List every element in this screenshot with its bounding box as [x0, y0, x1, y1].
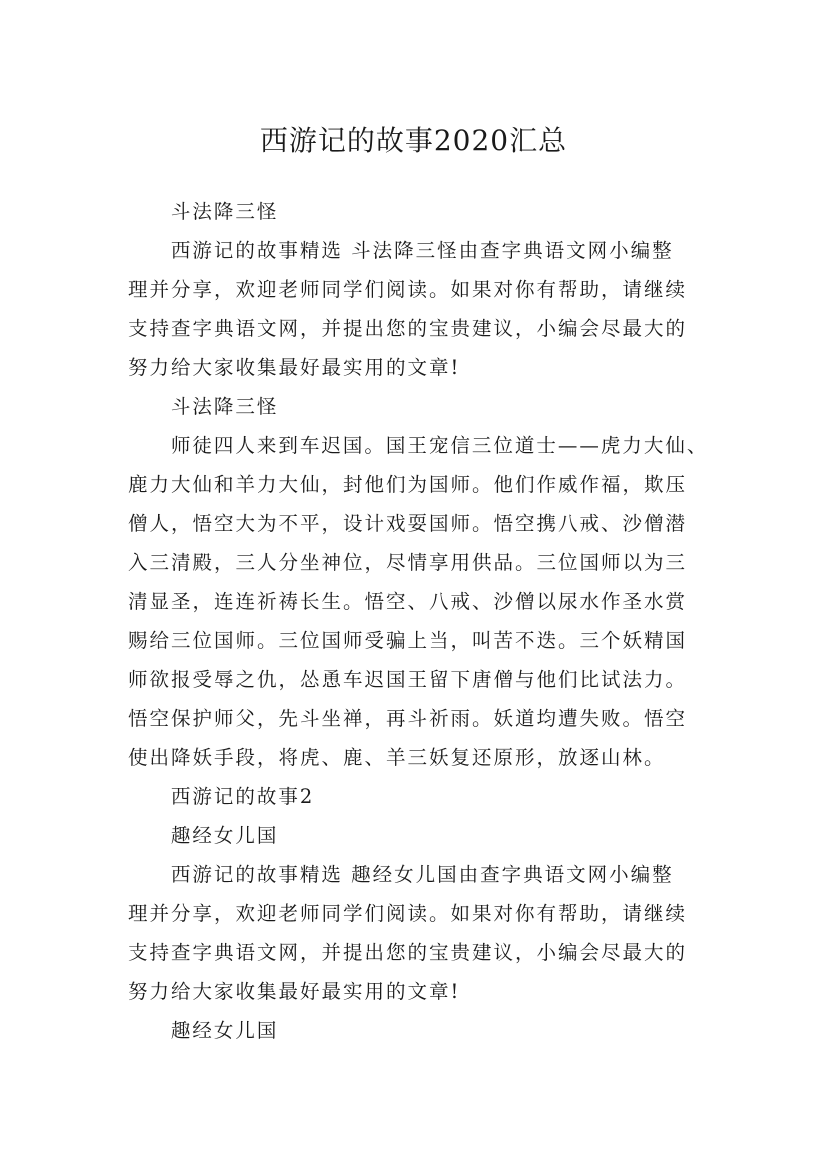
paragraph	[128, 855, 708, 1011]
document-title: 西游记的故事2020汇总	[259, 123, 568, 157]
paragraph-heading	[128, 387, 708, 426]
text-line: 师欲报受辱之仇，怂恿车迟国王留下唐僧与他们比试法力。	[128, 668, 688, 691]
paragraph	[128, 426, 708, 777]
paragraph-heading	[128, 192, 708, 231]
text-line: 西游记的故事精选 趣经女儿国由查字典语文网小编整	[170, 863, 674, 886]
text-line: 悟空保护师父，先斗坐禅，再斗祈雨。妖道均遭失败。悟空	[128, 707, 688, 730]
paragraph-heading	[128, 777, 708, 816]
text-line: 僧人，悟空大为不平，设计戏耍国师。悟空携八戒、沙僧潜	[128, 512, 688, 535]
text-line: 入三清殿，三人分坐神位，尽情享用供品。三位国师以为三	[128, 551, 688, 574]
text-line: 西游记的故事精选 斗法降三怪由查字典语文网小编整	[170, 239, 674, 262]
text-line: 趣经女儿国	[170, 1019, 279, 1042]
text-line: 趣经女儿国	[170, 824, 279, 847]
paragraph-heading	[128, 816, 708, 855]
text-line: 鹿力大仙和羊力大仙，封他们为国师。他们作威作福，欺压	[128, 473, 688, 496]
text-line: 赐给三位国师。三位国师受骗上当，叫苦不迭。三个妖精国	[128, 629, 688, 652]
paragraph	[128, 231, 708, 387]
text-line: 努力给大家收集最好最实用的文章!	[128, 356, 461, 379]
text-line: 支持查字典语文网，并提出您的宝贵建议，小编会尽最大的	[128, 941, 688, 964]
text-line: 理并分享，欢迎老师同学们阅读。如果对你有帮助，请继续	[128, 278, 688, 301]
text-line: 努力给大家收集最好最实用的文章!	[128, 980, 461, 1003]
text-line: 师徒四人来到车迟国。国王宠信三位道士——虎力大仙、	[170, 434, 709, 457]
text-line: 理并分享，欢迎老师同学们阅读。如果对你有帮助，请继续	[128, 902, 688, 925]
text-line: 使出降妖手段，将虎、鹿、羊三妖复还原形，放逐山林。	[128, 746, 666, 769]
document-body	[128, 192, 708, 1050]
text-line: 斗法降三怪	[170, 395, 279, 418]
text-line: 西游记的故事2	[170, 785, 315, 808]
text-line: 支持查字典语文网，并提出您的宝贵建议，小编会尽最大的	[128, 317, 688, 340]
text-line: 斗法降三怪	[170, 200, 279, 223]
paragraph-heading	[128, 1011, 708, 1050]
text-line: 清显圣，连连祈祷长生。悟空、八戒、沙僧以尿水作圣水赏	[128, 590, 688, 613]
